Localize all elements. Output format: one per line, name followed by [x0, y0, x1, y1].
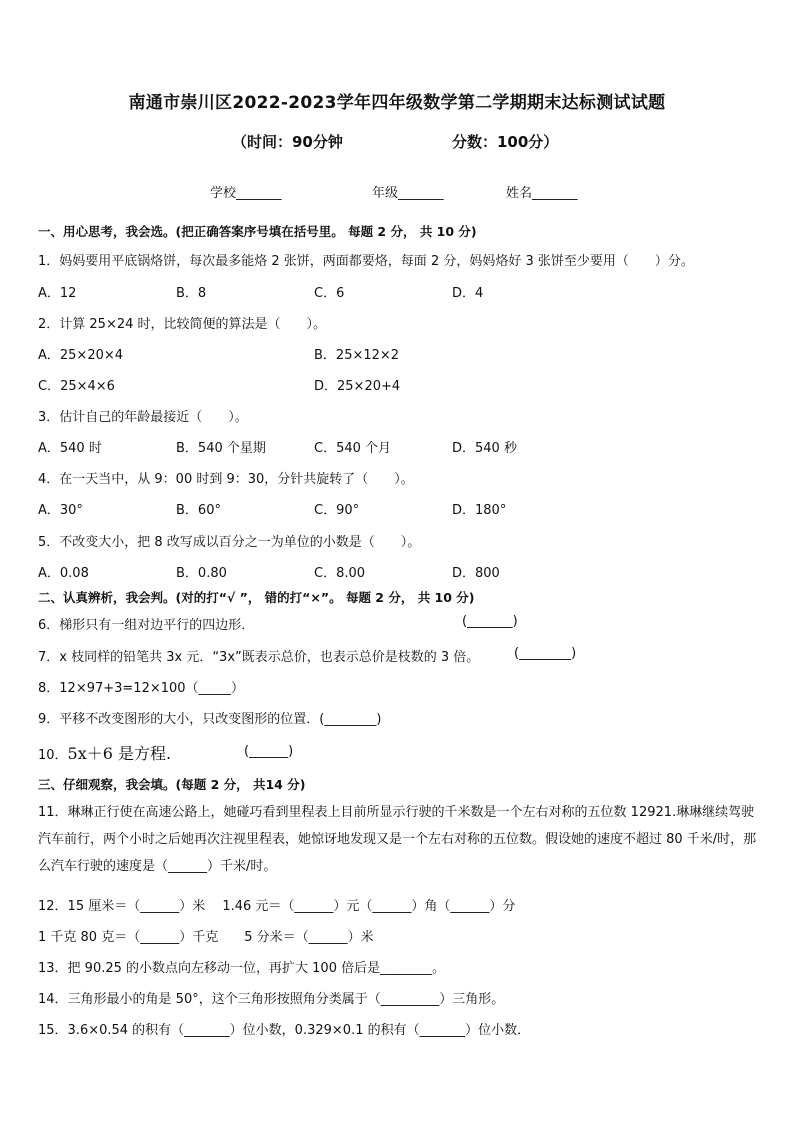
- q2-option-c: C．25×4×6: [38, 379, 115, 394]
- q1-option-b: B．8: [176, 286, 207, 301]
- q3-option-d: D．540 秒: [452, 441, 517, 456]
- q10-answer-blank[interactable]: (______): [244, 744, 294, 759]
- question-3: 3．估计自己的年龄最接近（ ）。: [38, 410, 248, 425]
- school-field: 学校_______: [210, 186, 282, 201]
- q4-option-d: D．180°: [452, 503, 507, 518]
- name-field: 姓名_______: [506, 186, 578, 201]
- section-1-heading: 一、用心思考，我会选。(把正确答案序号填在括号里。 每题 2 分， 共 10 分): [38, 224, 477, 239]
- question-12-part-2: 1 千克 80 克＝（______）千克 5 分米＝（______）米: [38, 930, 374, 945]
- q4-option-c: C．90°: [314, 503, 360, 518]
- total-score: 分数：100分）: [452, 133, 559, 151]
- question-14: 14．三角形最小的角是 50°，这个三角形按照角分类属于（_________）三角形。: [38, 992, 505, 1007]
- question-6: 6．梯形只有一组对边平行的四边形．: [38, 618, 255, 633]
- q10-text: 是方程.: [112, 744, 172, 763]
- q7-answer-blank[interactable]: (________): [514, 646, 577, 661]
- q10-number: 10．: [38, 748, 68, 763]
- q4-option-b: B．60°: [176, 503, 221, 518]
- q5-option-d: D．800: [452, 566, 500, 581]
- question-12-part-1: 12．15 厘米＝（______）米 1.46 元＝（______）元（______）角（______）分: [38, 899, 516, 914]
- question-9: 9．平移不改变图形的大小，只改变图形的位置．(________): [38, 712, 382, 727]
- question-11: 11．琳琳正行使在高速公路上，她碰巧看到里程表上目前所显示行驶的千米数是一个左右对称的五位数 12921.琳琳继续驾驶汽车前行，两个小时之后她再次注视里程表，她惊讶地发现又是一个左右对称的五位数。假设她的速度不超过 80 千米/时，那么汽车行驶的速度是（______）千米/时。: [38, 805, 757, 874]
- question-1: 1．妈妈要用平底锅烙饼，每次最多能烙 2 张饼，两面都要烙，每面 2 分，妈妈烙好 3 张饼至少要用（ ）分。: [38, 254, 694, 269]
- question-7: 7．x 枝同样的铅笔共 3x 元．“3x”既表示总价，也表示总价是枝数的 3 倍。: [38, 650, 480, 665]
- question-4: 4．在一天当中，从 9：00 时到 9：30，分针共旋转了（ ）。: [38, 472, 414, 487]
- question-8: 8．12×97+3=12×100（_____）: [38, 681, 245, 696]
- section-3-heading: 三、仔细观察，我会填。(每题 2 分， 共14 分): [38, 777, 306, 792]
- q3-option-b: B．540 个星期: [176, 441, 266, 456]
- q2-option-d: D．25×20+4: [314, 379, 401, 394]
- question-2: 2．计算 25×24 时，比较简便的算法是（ ）。: [38, 317, 327, 332]
- q6-answer-blank[interactable]: (_______): [462, 614, 518, 629]
- section-2-heading: 二、认真辨析，我会判。(对的打“√ ”， 错的打“×”。 每题 2 分， 共 10 分): [38, 590, 475, 605]
- exam-title: 南通市崇川区2022-2023学年四年级数学第二学期期末达标测试试题: [128, 93, 666, 113]
- question-10: [38, 741, 171, 764]
- q3-option-a: A．540 时: [38, 441, 102, 456]
- q5-option-c: C．8.00: [314, 566, 366, 581]
- q2-option-a: A．25×20×4: [38, 348, 124, 363]
- q5-option-b: B．0.80: [176, 566, 227, 581]
- q5-option-a: A．0.08: [38, 566, 89, 581]
- question-5: 5．不改变大小，把 8 改写成以百分之一为单位的小数是（ ）。: [38, 535, 421, 550]
- q2-option-b: B．25×12×2: [314, 348, 400, 363]
- q1-option-c: C．6: [314, 286, 345, 301]
- q4-option-a: A．30°: [38, 503, 83, 518]
- q1-option-a: A．12: [38, 286, 77, 301]
- q10-expression: 5x＋6: [67, 744, 113, 763]
- question-15: 15．3.6×0.54 的积有（_______）位小数，0.329×0.1 的积有（_______）位小数．: [38, 1023, 531, 1038]
- time-limit: （时间：90分钟: [232, 133, 343, 151]
- grade-field: 年级_______: [372, 186, 444, 201]
- question-13: 13．把 90.25 的小数点向左移动一位，再扩大 100 倍后是________。: [38, 961, 446, 976]
- q3-option-c: C．540 个月: [314, 441, 392, 456]
- q1-option-d: D．4: [452, 286, 484, 301]
